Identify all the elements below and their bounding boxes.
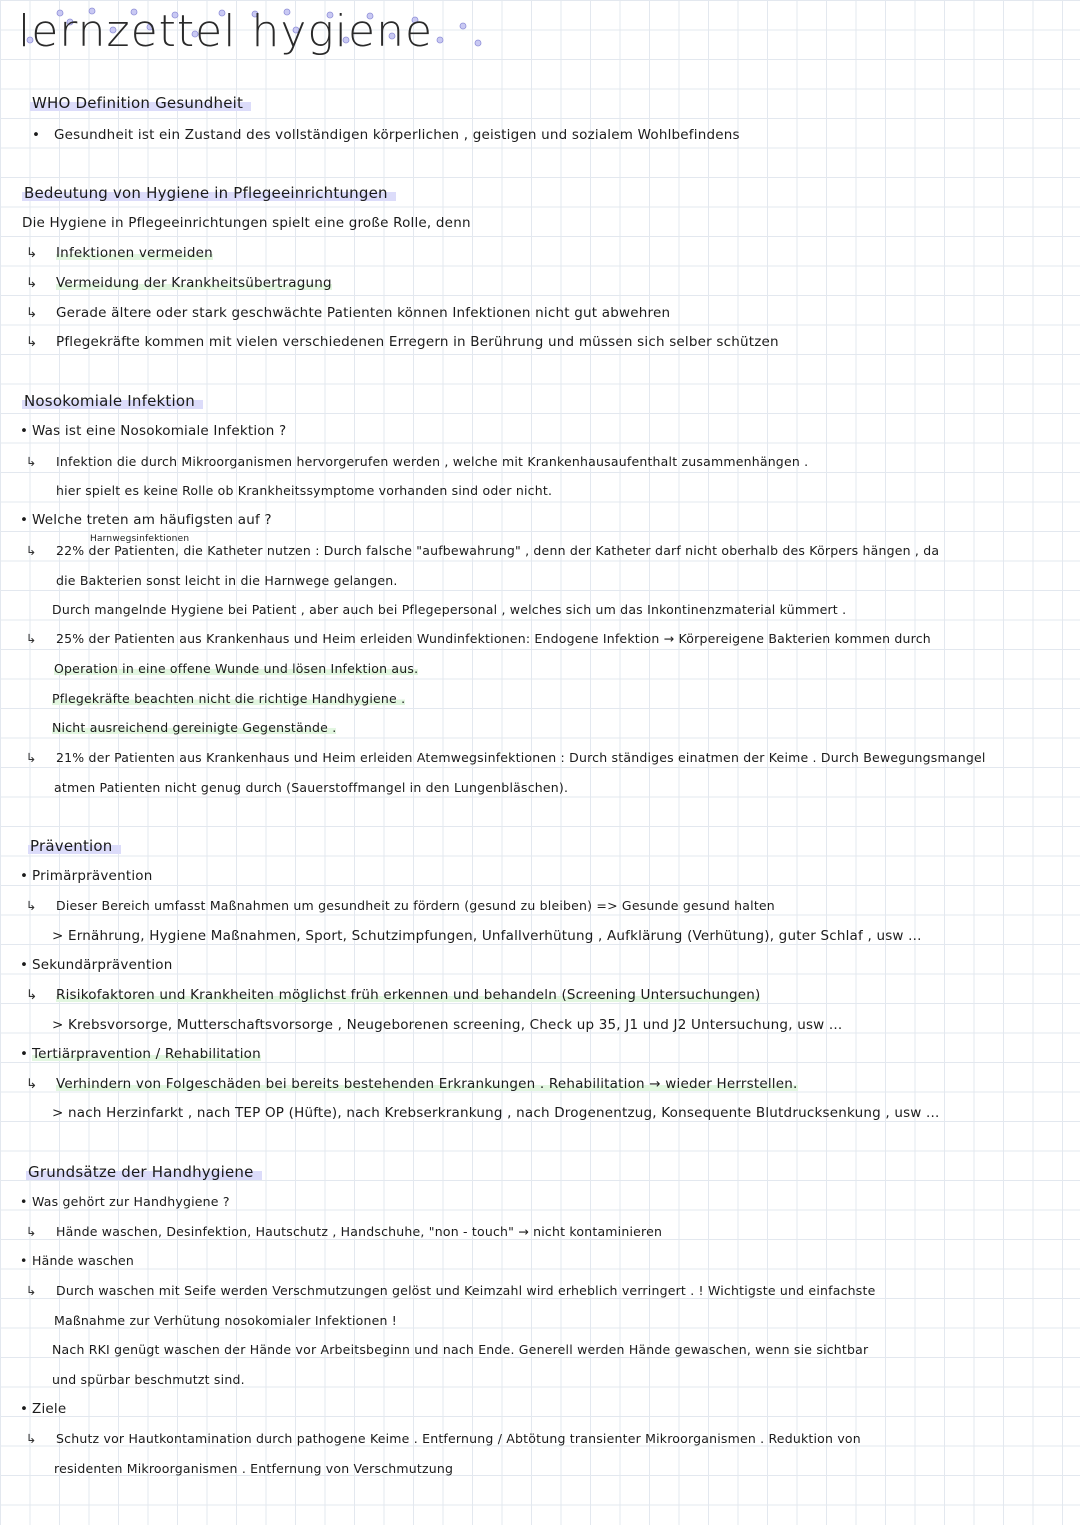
arrow-icon: ↳	[26, 1076, 38, 1092]
arrow-icon: ↳	[26, 631, 37, 646]
sekundaer-heading: • Sekundärprävention	[20, 957, 173, 973]
harnweg-line-1: ↳ 22% der Patienten, die Katheter nutzen : Durch falsche "aufbewahrung" , denn der Katheter darf nicht oberhalb des Körpers hängen , da	[26, 543, 940, 558]
section-heading-who: WHO Definition Gesundheit	[30, 94, 251, 112]
list-item: ↳ Vermeidung der Krankheitsübertragung	[26, 275, 332, 291]
primaer-heading: • Primärprävention	[20, 868, 153, 884]
tertiaer-heading: • Tertiärpravention / Rehabilitation	[20, 1046, 261, 1062]
bedeutung-intro: Die Hygiene in Pflegeeinrichtungen spielt eine große Rolle, denn	[22, 215, 471, 231]
hand-question-1: • Was gehört zur Handhygiene ?	[20, 1194, 230, 1209]
arrow-icon: ↳	[26, 454, 37, 469]
primaer-text: ↳ Dieser Bereich umfasst Maßnahmen um gesundheit zu fördern (gesund zu bleiben) => Gesunde gesund halten	[26, 898, 775, 913]
wund-line-1: ↳ 25% der Patienten aus Krankenhaus und Heim erleiden Wundinfektionen: Endogene Infektion → Körpereigene Bakterien kommen durch	[26, 631, 931, 646]
arrow-icon: ↳	[26, 750, 37, 765]
list-item: ↳ Pflegekräfte kommen mit vielen verschiedenen Erregern in Berührung und müssen sich selber schützen	[26, 334, 779, 350]
hand-question-2: • Hände waschen	[20, 1253, 134, 1268]
annotation-harnweg: Harnwegsinfektionen	[90, 534, 190, 544]
hand-answer-1: ↳ Hände waschen, Desinfektion, Hautschutz , Handschuhe, "non - touch" → nicht kontaminieren	[26, 1224, 663, 1239]
hand-answer-2-line-3: Nach RKI genügt waschen der Hände vor Arbeitsbeginn und nach Ende. Generell werden Hände gewaschen, wenn sie sichtbar	[52, 1342, 869, 1357]
sekundaer-text: ↳ Risikofaktoren und Krankheiten möglichst früh erkennen und behandeln (Screening Untersuchungen)	[26, 987, 761, 1003]
wund-line-2: Operation in eine offene Wunde und lösen Infektion aus.	[54, 661, 419, 676]
noso-answer-1b: hier spielt es keine Rolle ob Krankheitssymptome vorhanden sind oder nicht.	[56, 483, 553, 498]
sekundaer-examples: > Krebsvorsorge, Mutterschaftsvorsorge , Neugeborenen screening, Check up 35, J1 und J2 Untersuchung, usw ...	[52, 1017, 843, 1033]
wund-line-3: Pflegekräfte beachten nicht die richtige Handhygiene .	[52, 691, 406, 706]
harnweg-line-2: die Bakterien sonst leicht in die Harnwege gelangen.	[56, 573, 398, 588]
page-title: lernzettel hygiene	[18, 6, 434, 57]
noso-question-2: • Welche treten am häufigsten auf ?	[20, 512, 272, 528]
noso-question-1: • Was ist eine Nosokomiale Infektion ?	[20, 423, 287, 439]
section-heading-handhygiene: Grundsätze der Handhygiene	[26, 1163, 262, 1181]
arrow-icon: ↳	[26, 1431, 37, 1446]
list-item: ↳ Infektionen vermeiden	[26, 245, 213, 261]
wund-line-4: Nicht ausreichend gereinigte Gegenstände .	[52, 720, 337, 735]
arrow-icon: ↳	[26, 898, 37, 913]
arrow-icon: ↳	[26, 334, 38, 350]
arrow-icon: ↳	[26, 987, 38, 1003]
hand-answer-2-line-4: und spürbar beschmutzt sind.	[52, 1372, 245, 1387]
noso-answer-1: ↳ Infektion die durch Mikroorganismen hervorgerufen werden , welche mit Krankenhausaufenthalt zusammenhängen .	[26, 454, 809, 469]
who-definition: • Gesundheit ist ein Zustand des vollständigen körperlichen , geistigen und sozialem Wohlbefindens	[32, 127, 740, 143]
hand-question-3: • Ziele	[20, 1401, 67, 1417]
atem-line-2: atmen Patienten nicht genug durch (Sauerstoffmangel in den Lungenbläschen).	[54, 780, 569, 795]
list-item: ↳ Gerade ältere oder stark geschwächte Patienten können Infektionen nicht gut abwehren	[26, 305, 671, 321]
hand-answer-3-line-2: residenten Mikroorganismen . Entfernung von Verschmutzung	[54, 1461, 454, 1476]
hand-answer-3-line-1: ↳ Schutz vor Hautkontamination durch pathogene Keime . Entfernung / Abtötung transienter Mikroorganismen . Reduktion von	[26, 1431, 861, 1446]
arrow-icon: ↳	[26, 245, 38, 261]
arrow-icon: ↳	[26, 543, 37, 558]
section-heading-praevention: Prävention	[28, 837, 121, 855]
hand-answer-2-line-2: Maßnahme zur Verhütung nosokomialer Infektionen !	[54, 1313, 397, 1328]
atem-line-1: ↳ 21% der Patienten aus Krankenhaus und Heim erleiden Atemwegsinfektionen : Durch ständiges einatmen der Keime . Durch Bewegungsmangel	[26, 750, 986, 765]
hand-answer-2-line-1: ↳ Durch waschen mit Seife werden Verschmutzungen gelöst und Keimzahl wird erheblich verringert . ! Wichtigste und einfachste	[26, 1283, 876, 1298]
arrow-icon: ↳	[26, 1283, 37, 1298]
arrow-icon: ↳	[26, 1224, 37, 1239]
tertiaer-text: ↳ Verhindern von Folgeschäden bei bereits bestehenden Erkrankungen . Rehabilitation → wieder Herrstellen.	[26, 1076, 798, 1092]
arrow-icon: ↳	[26, 305, 38, 321]
harnweg-line-3: Durch mangelnde Hygiene bei Patient , aber auch bei Pflegepersonal , welches sich um das Inkontinenzmaterial kümmert .	[52, 602, 847, 617]
primaer-examples: > Ernährung, Hygiene Maßnahmen, Sport, Schutzimpfungen, Unfallverhütung , Aufklärung (Verhütung), guter Schlaf , usw ...	[52, 928, 922, 944]
tertiaer-examples: > nach Herzinfarkt , nach TEP OP (Hüfte), nach Krebserkrankung , nach Drogenentzug, Konsequente Blutdrucksenkung , usw ...	[52, 1105, 940, 1121]
arrow-icon: ↳	[26, 275, 38, 291]
section-heading-nosokomial: Nosokomiale Infektion	[22, 392, 203, 410]
section-heading-bedeutung: Bedeutung von Hygiene in Pflegeeinrichtungen	[22, 184, 396, 202]
